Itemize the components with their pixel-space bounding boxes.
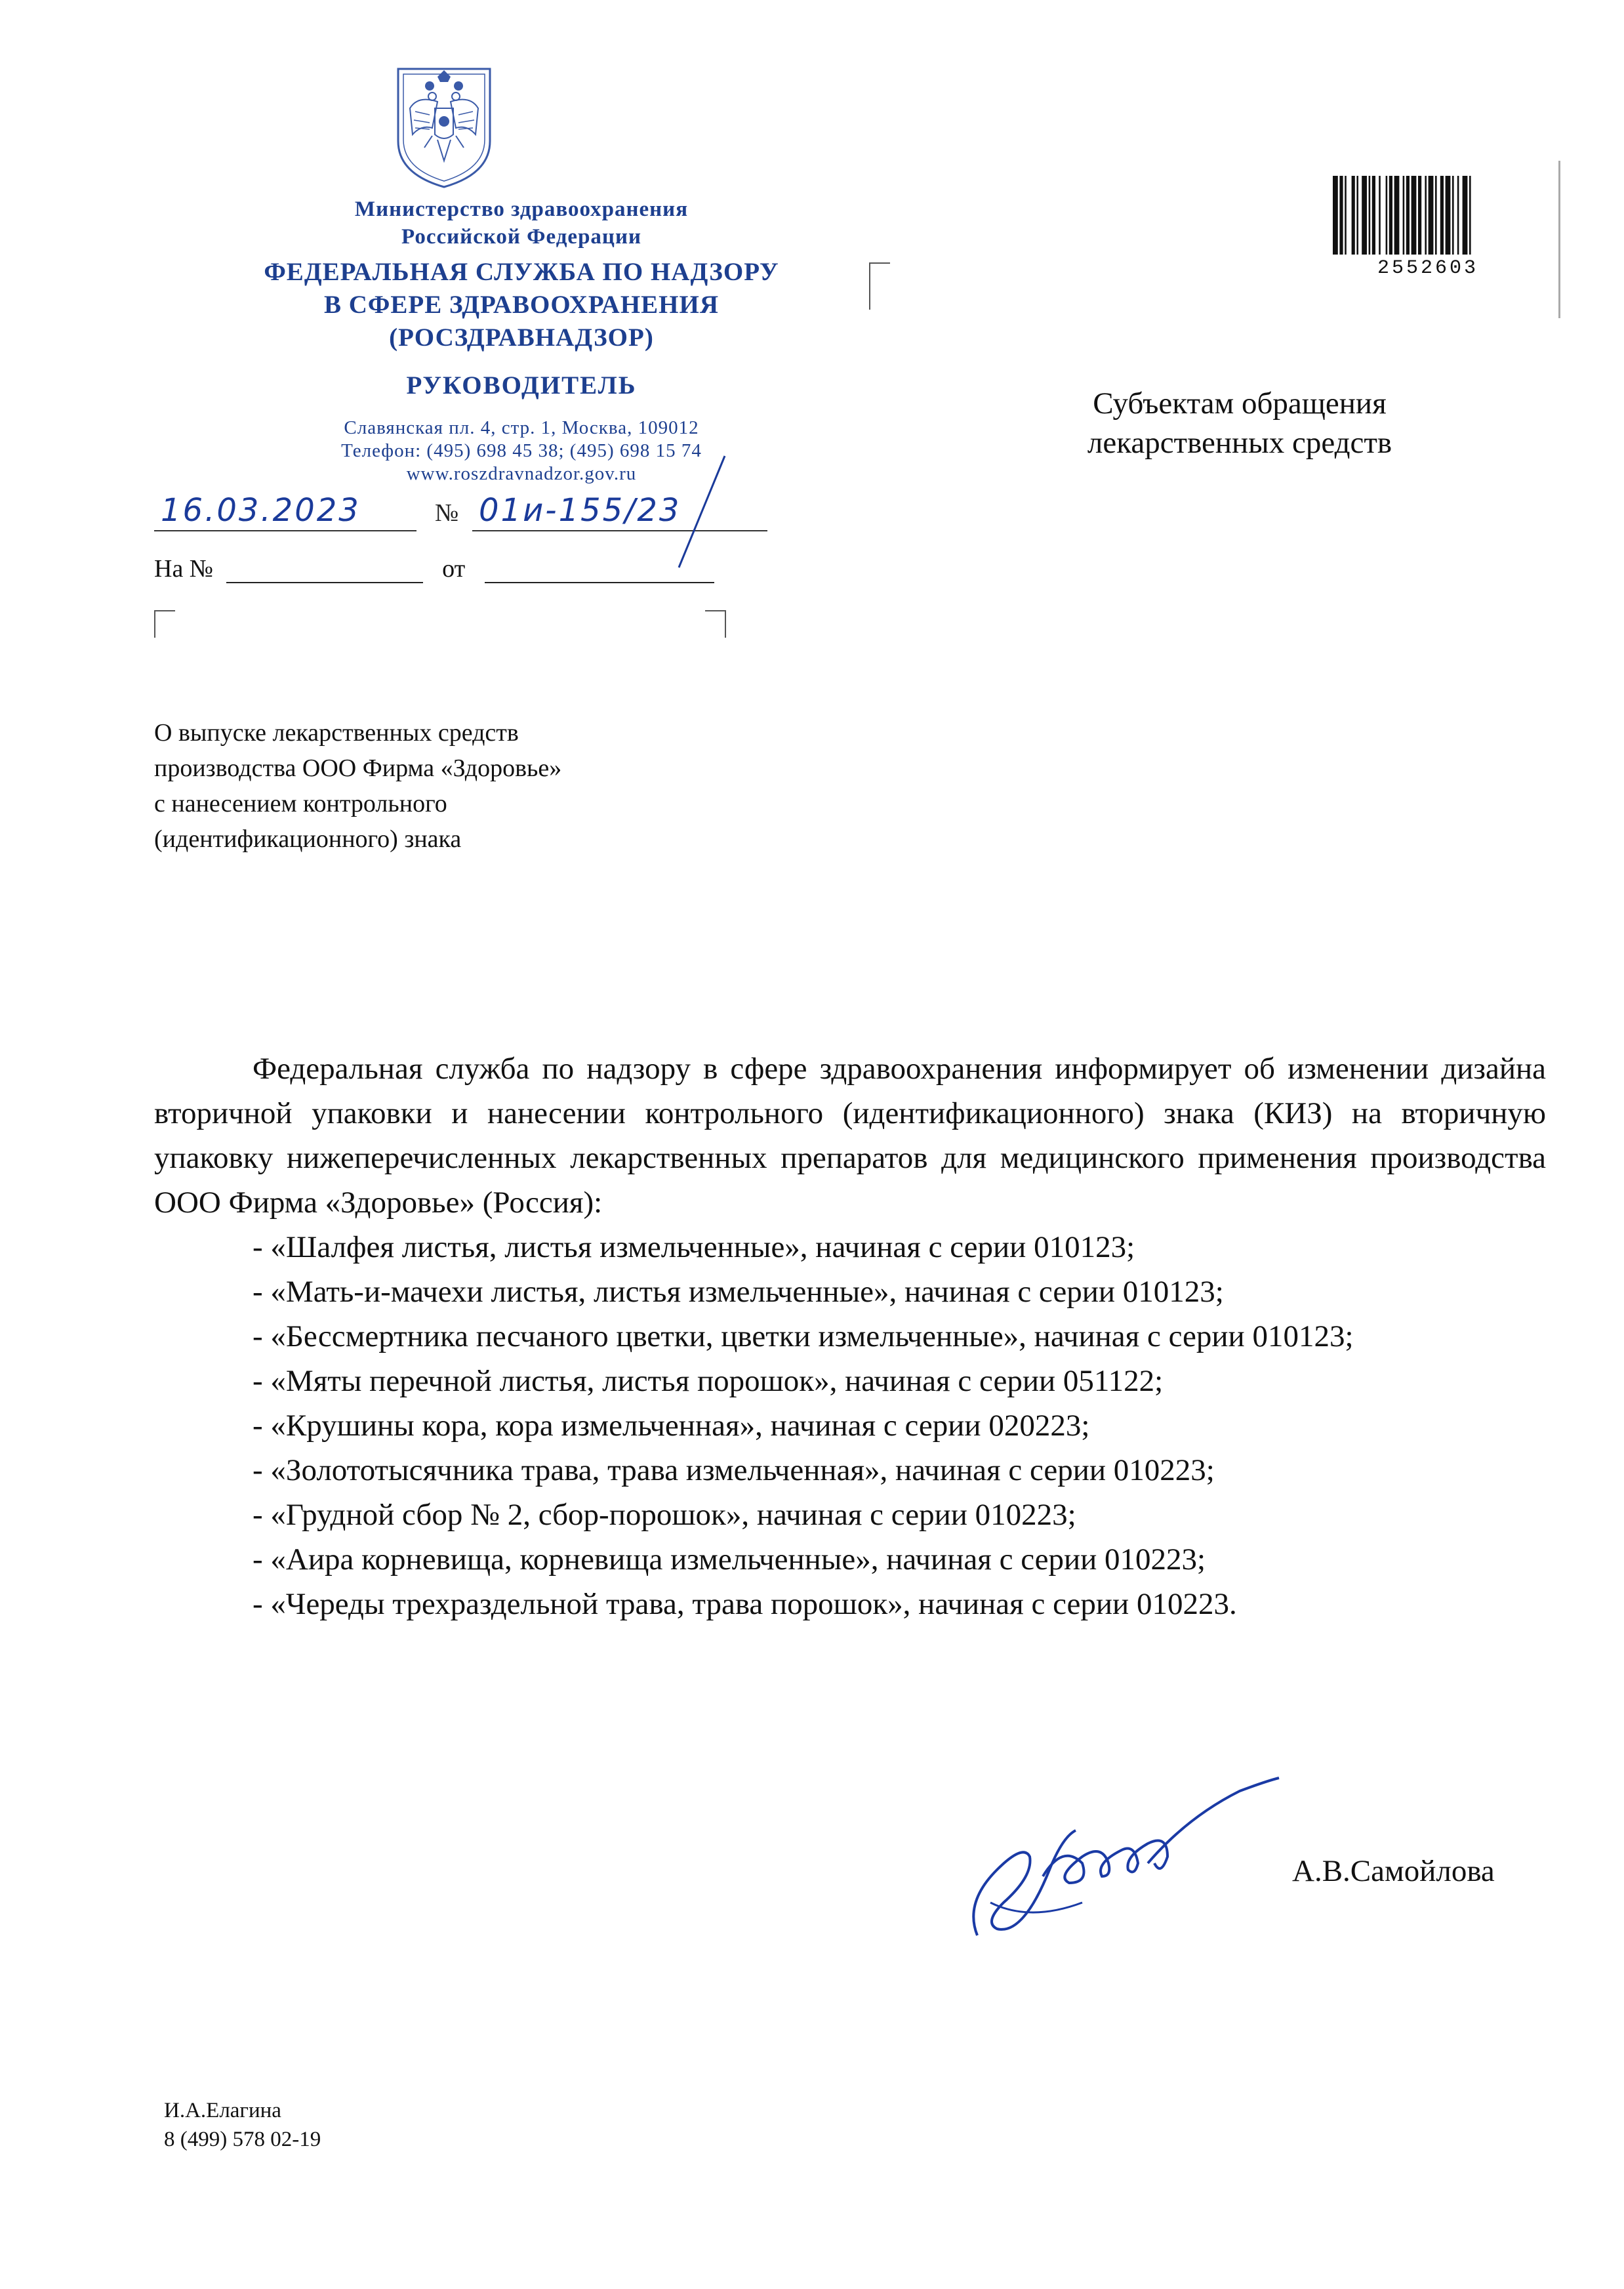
website: www.roszdravnadzor.gov.ru — [406, 463, 637, 484]
barcode-bar — [1440, 176, 1444, 255]
barcode-bar — [1372, 176, 1375, 255]
reply-number-field — [226, 558, 423, 583]
date-underline — [154, 530, 416, 531]
product-item: - «Грудной сбор № 2, сбор-порошок», начиная с серии 010223; — [253, 1498, 1076, 1532]
barcode — [1333, 176, 1523, 255]
letter-subject — [154, 715, 744, 857]
product-item: - «Мать-и-мачехи листья, листья измельченные», начиная с серии 010123; — [253, 1275, 1224, 1309]
barcode-bar — [1406, 176, 1410, 255]
scan-edge — [1558, 161, 1560, 318]
ministry-name — [131, 196, 912, 251]
ministry-line-2: Российской Федерации — [401, 225, 641, 249]
coat-of-arms-icon — [392, 62, 497, 190]
product-item: - «Крушины кора, кора измельченная», начиная с серии 020223; — [253, 1409, 1090, 1443]
product-item: - «Шалфея листья, листья измельченные», начиная с серии 010123; — [253, 1230, 1135, 1264]
ministry-line-1: Министерство здравоохранения — [354, 197, 689, 221]
letter-body — [154, 1046, 1546, 1626]
executor-block — [164, 2096, 321, 2154]
subject-line-2: производства ООО Фирма «Здоровье» — [154, 754, 562, 782]
barcode-bar — [1446, 176, 1451, 255]
subject-line-1: О выпуске лекарственных средств — [154, 719, 519, 747]
barcode-bar — [1403, 176, 1405, 255]
contact-block — [131, 417, 912, 485]
service-name — [131, 256, 912, 354]
barcode-bar — [1356, 176, 1358, 255]
barcode-bar — [1386, 176, 1388, 255]
body-intro: Федеральная служба по надзору в сфере здравоохранения информирует об изменении дизайна вторичной упаковки и нанесении контрольного (идентификационного) знака (КИЗ) на вторичную упаковку нижеперечисленных лекарственных препаратов для медицинского применения производства ООО Фирма «Здоровье» (Россия): — [154, 1052, 1546, 1220]
barcode-bar — [1379, 176, 1381, 255]
product-item: - «Череды трехраздельной трава, трава порошок», начиная с серии 010223. — [253, 1587, 1237, 1621]
recipient-line-1: Субъектам обращения — [1093, 386, 1387, 421]
recipient — [1010, 384, 1469, 463]
reply-from-label: от — [442, 555, 466, 583]
barcode-bar — [1469, 176, 1471, 255]
number-sign: № — [435, 499, 459, 527]
signatory-name: А.В.Самойлова — [1292, 1854, 1495, 1888]
service-line-3: (РОСЗДРАВНАДЗОР) — [389, 323, 654, 352]
phone: Телефон: (495) 698 45 38; (495) 698 15 74 — [341, 440, 702, 461]
barcode-bar — [1429, 176, 1434, 255]
bracket-recipient — [869, 262, 890, 310]
barcode-bar — [1411, 176, 1417, 255]
reply-reference-line — [154, 554, 731, 583]
product-item: - «Мяты перечной листья, листья порошок», начиная с серии 051122; — [253, 1364, 1164, 1398]
barcode-bar — [1389, 176, 1392, 255]
barcode-bar — [1369, 176, 1371, 255]
position-title: РУКОВОДИТЕЛЬ — [406, 371, 637, 400]
registration-number: 01и-155/23 — [479, 492, 681, 529]
product-item: - «Бессмертника песчаного цветки, цветки измельченные», начиная с серии 010123; — [253, 1319, 1354, 1353]
barcode-bar — [1394, 176, 1400, 255]
subject-line-4: (идентификационного) знака — [154, 825, 462, 853]
registration-date: 16.03.2023 — [161, 492, 361, 529]
reply-date-field — [485, 558, 714, 583]
barcode-bar — [1435, 176, 1437, 255]
executor-phone: 8 (499) 578 02-19 — [164, 2128, 321, 2151]
barcode-bar — [1463, 176, 1468, 255]
barcode-bar — [1452, 176, 1454, 255]
executor-name: И.А.Елагина — [164, 2099, 281, 2122]
bracket-top-right — [705, 610, 726, 638]
address: Славянская пл. 4, стр. 1, Москва, 109012 — [344, 417, 699, 438]
signature-icon — [951, 1771, 1305, 1955]
recipient-line-2: лекарственных средств — [1087, 426, 1392, 460]
service-line-1: ФЕДЕРАЛЬНАЯ СЛУЖБА ПО НАДЗОРУ — [264, 258, 779, 286]
product-item: - «Золототысячника трава, трава измельченная», начиная с серии 010223; — [253, 1453, 1215, 1487]
barcode-bar — [1425, 176, 1427, 255]
product-item: - «Аира корневища, корневища измельченные», начиная с серии 010223; — [253, 1542, 1206, 1577]
barcode-bar — [1457, 176, 1459, 255]
product-list — [154, 1225, 1546, 1626]
bracket-top-left — [154, 610, 175, 638]
barcode-bar — [1333, 176, 1338, 255]
registration-line — [154, 492, 797, 538]
reply-number-label: На № — [154, 555, 214, 583]
subject-line-3: с нанесением контрольного — [154, 790, 447, 817]
barcode-bar — [1418, 176, 1421, 255]
slash-mark — [672, 453, 731, 571]
barcode-bar — [1339, 176, 1343, 255]
service-line-2: В СФЕРЕ ЗДРАВООХРАНЕНИЯ — [323, 291, 720, 319]
barcode-number: 2552603 — [1377, 257, 1479, 279]
barcode-bar — [1345, 176, 1347, 255]
barcode-bar — [1362, 176, 1367, 255]
barcode-bar — [1352, 176, 1355, 255]
